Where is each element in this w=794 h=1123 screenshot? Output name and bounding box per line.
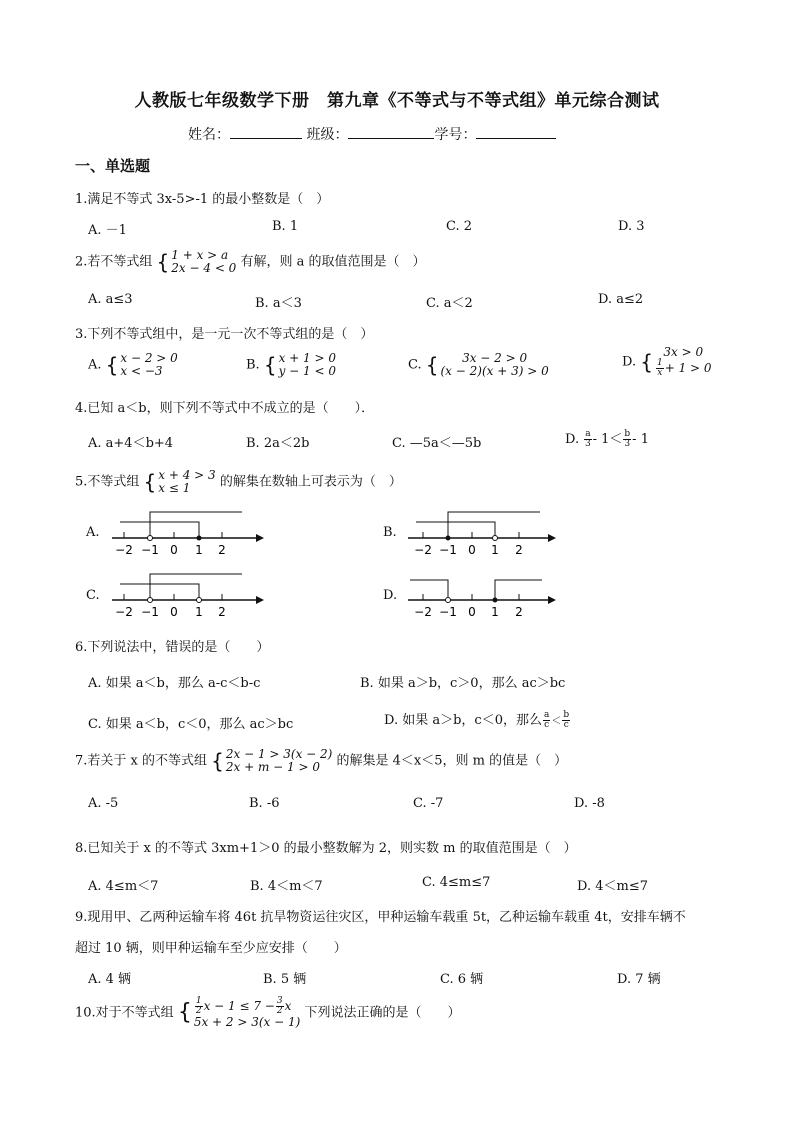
q10-l1-num2: 3 (276, 996, 283, 1006)
q5-d-tick: 2 (515, 605, 523, 619)
q6-d-lt: ＜ (551, 716, 562, 727)
question-3: 3.下列不等式组中，是一元一次不等式组的是（ ） (75, 327, 374, 342)
q3-b-line2: y − 1 < 0 (278, 364, 336, 378)
question-9-line-1: 9.现用甲、乙两种运输车将 46t 抗旱物资运往灾区，甲种运输车载重 5t，乙种运输车载重 4t，安排车辆不 (75, 910, 686, 925)
q4-option-a[interactable]: A. a+4＜b+4 (88, 436, 174, 451)
q5-b-tick: −1 (439, 543, 457, 557)
q7-system: { 2x − 1 > 3(x − 2) 2x + m − 1 > 0 (211, 747, 333, 774)
question-4: 4.已知 a＜b，则下列不等式中不成立的是（ ）． (75, 401, 375, 416)
q5-number-line-a[interactable] (106, 508, 266, 558)
q10-suffix: 下列说法正确的是（ ） (304, 1005, 461, 1021)
q5-line2: x ≤ 1 (158, 481, 191, 495)
q8-option-c[interactable]: C. 4≤m≤7 (422, 875, 491, 890)
q5-number-line-c[interactable] (106, 570, 266, 622)
q10-l1-num: 1 (195, 996, 202, 1006)
q5-option-b-label[interactable]: B. (383, 525, 397, 540)
q10-l1-den: 2 (195, 1006, 202, 1016)
question-6: 6.下列说法中，错误的是（ ） (75, 640, 270, 655)
q1-option-b[interactable]: B. 1 (272, 219, 299, 234)
q4-d-d2: 3 (624, 439, 631, 449)
name-label: 姓名： (188, 127, 230, 143)
q5-system: { x + 4 > 3 x ≤ 1 (143, 468, 216, 495)
q2-suffix: 有解，则 a 的取值范围是（ ） (240, 254, 426, 270)
question-9-line-2: 超过 10 辆，则甲种运输车至少应安排（ ） (75, 941, 347, 956)
question-10 (75, 997, 460, 1029)
q10-system: { $\frac{1}{2}$ x − 1 ≤ 7 − $\frac{3}{2}$ x 5x + 2 > 3(x − 1) (177, 996, 301, 1029)
q5-b-tick: 2 (515, 543, 523, 557)
q3-a-label: A. (88, 357, 102, 373)
q3-a-line1: x − 2 > 0 (120, 351, 178, 365)
q6-d-n1: a (543, 710, 550, 720)
q5-a-tick: −2 (115, 543, 133, 557)
q5-b-tick: −2 (414, 543, 432, 557)
q4-option-b[interactable]: B. 2a＜2b (246, 436, 310, 451)
q4-option-d[interactable] (565, 428, 649, 449)
q3-option-d[interactable]: D. { 3x > 0 $\frac{1}{x}$ + 1 > 0 (622, 345, 712, 378)
q3-d-line1: 3x > 0 (663, 345, 704, 359)
student-info-line (188, 124, 556, 144)
section-heading: 一、单选题 (75, 157, 151, 175)
q5-option-a-label[interactable]: A. (86, 525, 100, 540)
q4-d-mid: - 1＜ (592, 432, 623, 447)
q8-option-a[interactable]: A. 4≤m＜7 (88, 879, 159, 894)
q5-c-tick: 2 (218, 605, 226, 619)
id-label: 学号： (434, 127, 477, 143)
question-1: 1.满足不等式 3x-5>-1 的最小整数是（ ） (75, 192, 330, 207)
q2-option-a[interactable]: A. a≤3 (88, 292, 133, 307)
q4-d-n1: a (585, 429, 591, 439)
q3-b-line1: x + 1 > 0 (278, 351, 336, 365)
q6-option-a[interactable]: A. 如果 a＜b，那么 a-c＜b-c (88, 676, 261, 691)
q7-line2: 2x + m − 1 > 0 (225, 760, 320, 774)
q6-option-d[interactable] (384, 709, 571, 730)
q6-option-b[interactable]: B. 如果 a＞b，c＞0，那么 ac＞bc (360, 676, 566, 691)
student-id-blank[interactable] (476, 124, 556, 139)
q6-d-d1: c (544, 720, 550, 730)
q3-d-label: D. (622, 354, 637, 370)
q9-option-a[interactable]: A. 4 辆 (88, 972, 132, 987)
q2-line2: 2x − 4 < 0 (171, 261, 237, 275)
question-2 (75, 249, 425, 275)
q5-b-tick: 1 (491, 543, 499, 557)
q3-d-num: 1 (656, 358, 663, 368)
q10-l1-mid: x − 1 ≤ 7 − (203, 999, 275, 1013)
class-blank[interactable] (348, 124, 434, 139)
q5-a-tick: −1 (141, 543, 159, 557)
q9-option-d[interactable]: D. 7 辆 (617, 972, 661, 987)
q10-line2: 5x + 2 > 3(x − 1) (193, 1015, 301, 1029)
q7-option-a[interactable]: A. -5 (88, 796, 119, 811)
q2-option-b[interactable]: B. a＜3 (255, 296, 302, 311)
q5-d-tick: −1 (439, 605, 457, 619)
q5-prefix: 5.不等式组 (75, 474, 140, 490)
q3-option-b[interactable]: B. { x + 1 > 0 y − 1 < 0 (246, 351, 336, 378)
q4-d-end: - 1 (632, 432, 649, 447)
q7-option-b[interactable]: B. -6 (249, 796, 280, 811)
q5-c-tick: −1 (141, 605, 159, 619)
q7-suffix: 的解集是 4＜x＜5，则 m 的值是（ ） (336, 753, 568, 769)
page-title: 人教版七年级数学下册 第九章《不等式与不等式组》单元综合测试 (134, 91, 660, 111)
q5-a-tick: 1 (195, 543, 203, 557)
q2-option-c[interactable]: C. a＜2 (426, 296, 473, 311)
q5-a-tick: 0 (170, 543, 178, 557)
q3-option-a[interactable]: A. { x − 2 > 0 x < −3 (88, 351, 178, 378)
q7-option-c[interactable]: C. -7 (413, 796, 444, 811)
q3-b-label: B. (246, 357, 260, 373)
q3-c-line2: (x − 2)(x + 3) > 0 (440, 364, 549, 378)
class-label: 班级： (306, 127, 349, 143)
q4-d-n2: b (624, 429, 631, 439)
q5-line1: x + 4 > 3 (158, 468, 216, 482)
q5-d-tick: −2 (414, 605, 432, 619)
q5-suffix: 的解集在数轴上可表示为（ ） (219, 474, 402, 490)
q9-option-c[interactable]: C. 6 辆 (440, 972, 484, 987)
q6-option-c[interactable]: C. 如果 a＜b，c＜0，那么 ac＞bc (88, 717, 294, 732)
q5-option-d-label[interactable]: D. (383, 588, 398, 603)
q4-d-label: D. (565, 432, 580, 447)
q5-b-tick: 0 (468, 543, 476, 557)
q5-c-tick: 0 (170, 605, 178, 619)
q8-option-b[interactable]: B. 4＜m＜7 (250, 879, 323, 894)
q1-option-d[interactable]: D. 3 (618, 219, 645, 234)
q5-number-line-d[interactable] (402, 570, 562, 622)
q4-d-d1: 3 (585, 439, 591, 449)
q7-option-d[interactable]: D. -8 (574, 796, 605, 811)
question-8: 8.已知关于 x 的不等式 3xm+1＞0 的最小整数解为 2，则实数 m 的取值范围是（ ） (75, 841, 577, 856)
q6-d-d2: c (563, 720, 569, 730)
q3-d-rest: + 1 > 0 (664, 361, 712, 375)
q3-option-c[interactable]: C. { 3x − 2 > 0 (x − 2)(x + 3) > 0 (408, 351, 549, 378)
q10-l1-den2: 2 (276, 1006, 283, 1016)
q5-c-tick: 1 (195, 605, 203, 619)
q9-option-b[interactable]: B. 5 辆 (263, 972, 307, 987)
q5-d-tick: 1 (491, 605, 499, 619)
q6-d-n2: b (563, 710, 570, 720)
name-blank[interactable] (230, 124, 302, 139)
question-5 (75, 469, 402, 495)
q5-number-line-b[interactable] (402, 508, 562, 558)
q5-a-tick: 2 (218, 543, 226, 557)
q2-system: { 1 + x > a 2x − 4 < 0 (156, 248, 237, 275)
q5-d-tick: 0 (468, 605, 476, 619)
q3-c-label: C. (408, 357, 422, 373)
q3-c-line1: 3x − 2 > 0 (462, 351, 528, 365)
q2-line1: 1 + x > a (171, 248, 229, 262)
q10-l1-end: x (284, 999, 292, 1013)
q8-option-d[interactable]: D. 4＜m≤7 (577, 879, 648, 894)
q5-option-c-label[interactable]: C. (86, 588, 100, 603)
q3-a-line2: x < −3 (120, 364, 163, 378)
q3-d-den: x (657, 368, 663, 378)
q2-option-d[interactable]: D. a≤2 (598, 292, 644, 307)
q1-option-a[interactable]: A. －1 (88, 223, 127, 238)
question-7 (75, 748, 567, 774)
q4-option-c[interactable]: C. —5a＜—5b (392, 436, 482, 451)
q5-c-tick: −2 (115, 605, 133, 619)
q10-prefix: 10.对于不等式组 (75, 1005, 174, 1021)
q2-prefix: 2.若不等式组 (75, 254, 153, 270)
q6-d-text: D. 如果 a＞b，c＜0，那么 (384, 713, 542, 728)
q1-option-c[interactable]: C. 2 (446, 219, 473, 234)
q7-prefix: 7.若关于 x 的不等式组 (75, 753, 207, 769)
q7-line1: 2x − 1 > 3(x − 2) (225, 747, 333, 761)
